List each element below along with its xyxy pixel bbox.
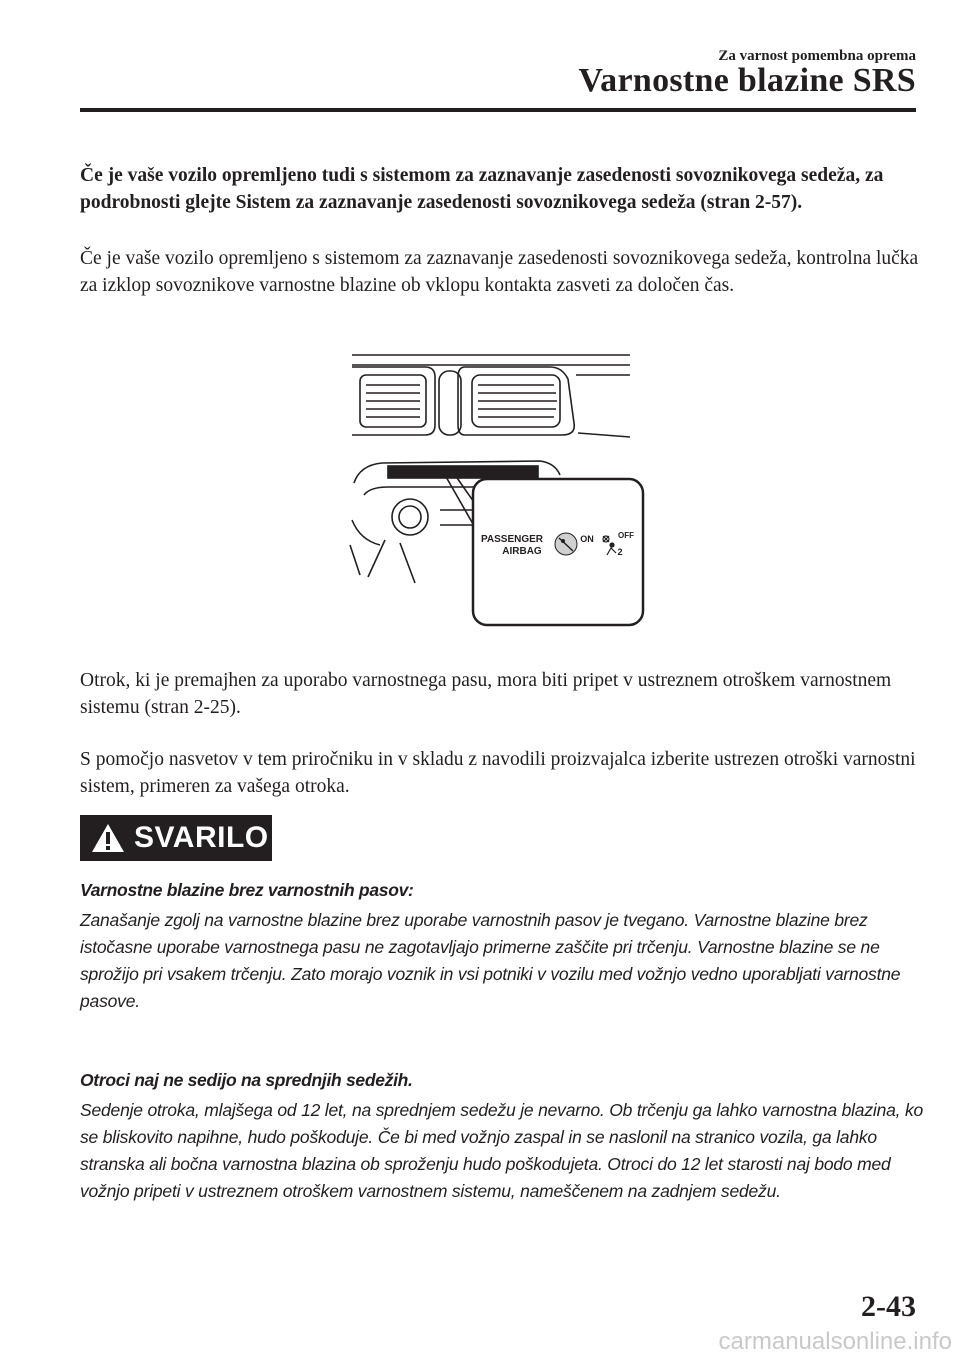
watermark: carmanualsonline.info (718, 1328, 952, 1355)
warning-item-body: Sedenje otroka, mlajšega od 12 let, na sprednjem sedežu je nevarno. Ob trčenju ga lahko varnostna blazina, ko se bliskovito napihne, hudo poškoduje. Če bi med vožnjo zaspal in se naslonil na stranico vozila, ga lahko stranska ali bočna varnostna blazina ob sproženju hudo poškodujeta. Otroci do 12 let starosti naj bodo med vožnjo pripeti v ustreznem otroškem varnostnem sistemu, nameščenem na zadnjem sedežu. (80, 1100, 924, 1201)
warning-label: SVARILO (134, 821, 269, 854)
warning-badge (80, 815, 272, 861)
upper-dash-vents (352, 355, 630, 437)
off-sub-label: 2 (617, 547, 623, 557)
dashboard-indicator-illustration (340, 345, 650, 635)
warning-item-title: Otroci naj ne sedijo na sprednjih sedežih. (80, 1070, 413, 1090)
child-restraint-paragraph: Otrok, ki je premajhen za uporabo varnostnega pasu, mora biti pripet v ustreznem otroškem varnostnem sistemu (stran 2-25). (80, 670, 892, 718)
page-title: Varnostne blazine SRS (578, 62, 916, 99)
intro-bold-paragraph: Če je vaše vozilo opremljeno tudi s sistemom za zaznavanje zasedenosti sovoznikovega sedeža, za podrobnosti glejte Sistem za zaznavanje zasedenosti sovoznikovega sedeža (stran 2-57). (80, 165, 884, 213)
warning-triangle-icon (90, 822, 126, 854)
page-number: 2-43 (861, 1290, 916, 1323)
off-label: OFF (618, 531, 634, 540)
on-label: ON (580, 534, 594, 544)
intro-body-paragraph: Če je vaše vozilo opremljeno s sistemom za zaznavanje zasedenosti sovoznikovega sedeža, kontrolna lučka za izklop sovoznikove varnostne blazine ob vklopu kontakta zasveti za določen čas. (80, 248, 919, 296)
header-divider (80, 108, 916, 112)
airbag-off-icon (555, 533, 577, 555)
indicator-label-line1: PASSENGER (480, 534, 544, 545)
child-seat-selection-paragraph: S pomočjo nasvetov v tem priročniku in v skladu z navodili proizvajalca izberite ustrezen otroški varnostni sistem, primeren za vašega otroka. (80, 749, 916, 797)
warning-item-title: Varnostne blazine brez varnostnih pasov: (80, 880, 414, 900)
indicator-label-line2: AIRBAG (502, 546, 542, 557)
warning-item-body: Zanašanje zgolj na varnostne blazine brez uporabe varnostnih pasov je tvegano. Varnostne blazine brez istočasne uporabe varnostnega pasu ne zagotavljajo primerne zaščite pri trčenju. Varnostne blazine se ne sprožijo pri vsakem trčenju. Zato morajo voznik in vsi potniki v vozilu med vožnjo vedno uporabljati varnostne pasove. (80, 910, 901, 1011)
section-header: Za varnost pomembna oprema (718, 48, 916, 64)
